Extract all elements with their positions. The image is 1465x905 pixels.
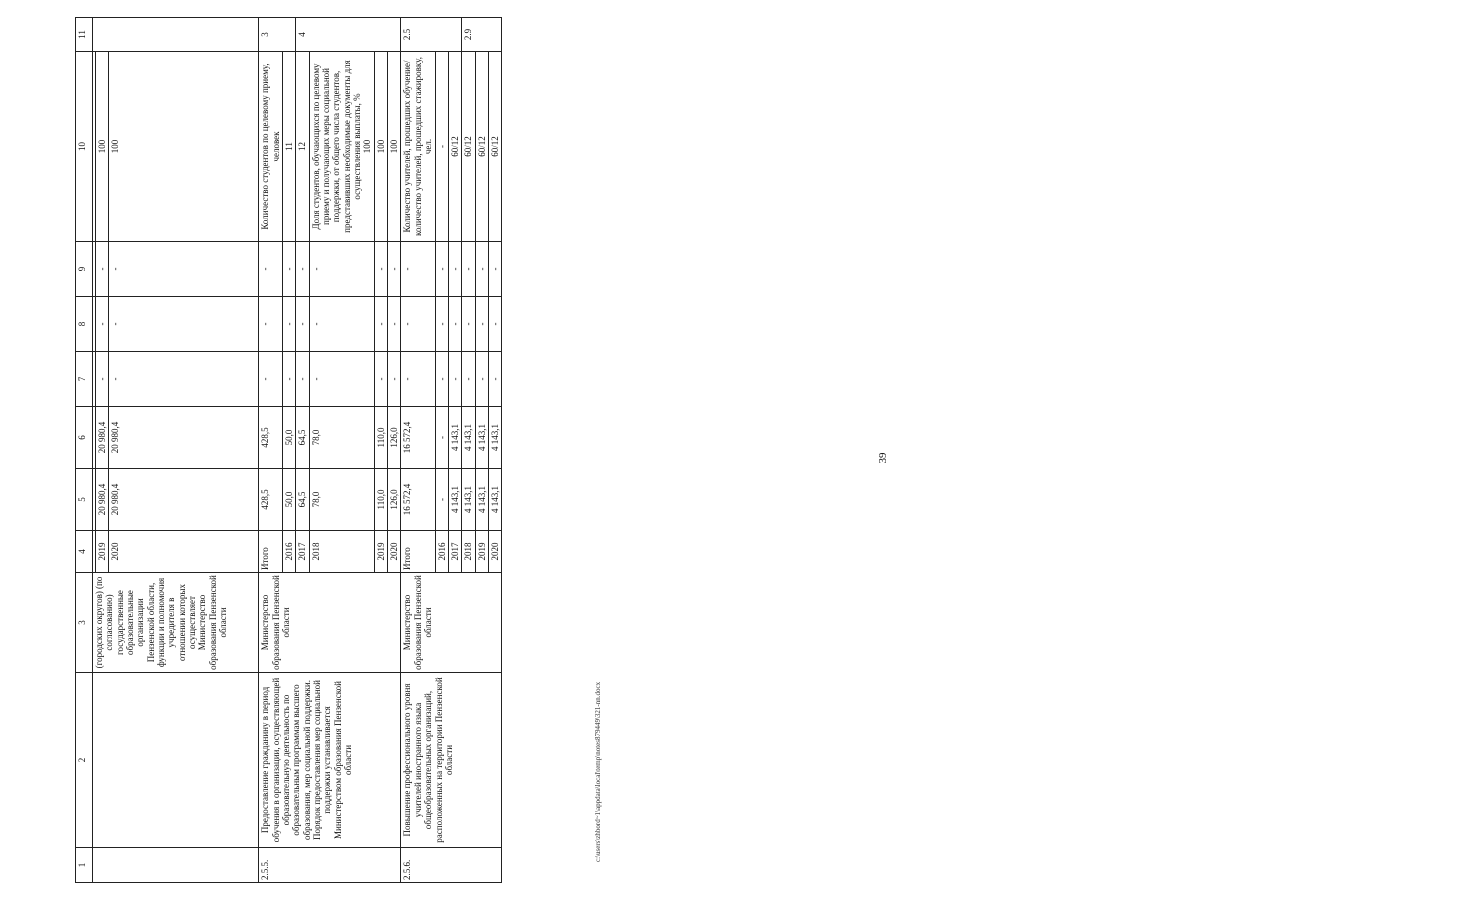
value-cell: - <box>309 242 374 297</box>
value-cell: 4 143,1 <box>448 407 461 469</box>
page-number: 39 <box>877 452 889 464</box>
value-cell: - <box>388 352 401 407</box>
col-num-9: 9 <box>76 242 93 297</box>
indicator-label: Количество учителей, прошедших обучение/количество учителей, прошедших стажировку, чел. <box>401 52 435 242</box>
value-cell: - <box>435 469 448 531</box>
col-num-7: 7 <box>76 352 93 407</box>
indicator-number: 2.9 <box>462 18 502 52</box>
activity-name: Предоставление гражданину в период обучения в организации, осуществляющей образовательную деятельность по образовательным программам высшего образования, мер социальной поддержки. Порядок предоставления мер социальной поддержки устанавливается Министерством образования Пензенской области <box>259 673 401 848</box>
column-number-row <box>76 18 93 883</box>
indicator-number: 3 <box>259 18 296 52</box>
value-cell: 126,0 <box>388 469 401 531</box>
indicator-label: Доля студентов, обучающихся по целевому приему и получающих меры социальной поддержки, от общего числа студентов, представивших необходимые документы для осуществления выплаты, % <box>310 60 363 233</box>
year-cell: 2017 <box>296 531 309 573</box>
value-cell: 126,0 <box>388 407 401 469</box>
col-num-8: 8 <box>76 297 93 352</box>
indicator-value: 60/12 <box>462 52 475 242</box>
value-cell: - <box>401 242 435 297</box>
value-cell: 4 143,1 <box>448 469 461 531</box>
value-cell: 4 143,1 <box>488 469 501 531</box>
indicator-value: 100 <box>109 52 259 242</box>
indicator-value: 100 <box>388 52 401 242</box>
value-cell: 4 143,1 <box>475 469 488 531</box>
year-cell: 2020 <box>109 531 259 573</box>
value-cell: 20 980,4 <box>109 407 259 469</box>
value-cell: 4 143,1 <box>488 407 501 469</box>
value-cell: 4 143,1 <box>462 407 475 469</box>
value-cell: 78,0 <box>309 469 374 531</box>
indicator-value: 60/12 <box>448 52 461 242</box>
col-num-10: 10 <box>76 52 93 242</box>
value-cell: 20 980,4 <box>96 407 109 469</box>
value-cell: - <box>296 297 309 352</box>
value-cell: - <box>435 242 448 297</box>
value-cell: - <box>374 242 387 297</box>
table-wrapper <box>75 18 585 883</box>
value-cell: 4 143,1 <box>475 407 488 469</box>
value-cell: 110,0 <box>374 407 387 469</box>
value-cell: - <box>488 352 501 407</box>
year-cell: 2020 <box>388 531 401 573</box>
item-number: 2.5.5. <box>259 848 401 883</box>
indicator-value: 60/12 <box>475 52 488 242</box>
value-cell: - <box>374 297 387 352</box>
year-cell: 2019 <box>96 531 109 573</box>
value-cell: 110,0 <box>374 469 387 531</box>
value-cell: 428,5 <box>259 407 283 469</box>
indicator-number: 4 <box>296 18 401 52</box>
value-cell: 20 980,4 <box>109 469 259 531</box>
value-cell: - <box>296 352 309 407</box>
value-cell: - <box>109 297 259 352</box>
executor-cell: Министерство образования Пензенской области <box>401 573 502 673</box>
col-num-3: 3 <box>76 573 93 673</box>
col-num-6: 6 <box>76 407 93 469</box>
value-cell: - <box>435 407 448 469</box>
program-activities-table <box>75 17 502 883</box>
value-cell: 50,0 <box>283 407 296 469</box>
indicator-value: 60/12 <box>488 52 501 242</box>
year-cell: Итого <box>259 531 283 573</box>
value-cell: - <box>309 352 374 407</box>
value-cell: - <box>462 242 475 297</box>
col-num-1: 1 <box>76 848 93 883</box>
value-cell: 78,0 <box>309 407 374 469</box>
value-cell: - <box>462 297 475 352</box>
year-cell: 2020 <box>488 531 501 573</box>
value-cell: 20 980,4 <box>96 469 109 531</box>
year-cell: 2016 <box>283 531 296 573</box>
year-cell: 2018 <box>462 531 475 573</box>
indicator-label: Количество студентов по целевому приему, человек <box>259 52 283 242</box>
value-cell: - <box>448 242 461 297</box>
col-num-11: 11 <box>76 18 93 52</box>
value-cell: - <box>488 297 501 352</box>
value-cell: - <box>96 297 109 352</box>
indicator-value: 100 <box>362 139 373 154</box>
value-cell: - <box>283 352 296 407</box>
value-cell: - <box>388 242 401 297</box>
indicator-value: - <box>435 52 448 242</box>
value-cell: 4 143,1 <box>462 469 475 531</box>
value-cell: - <box>488 242 501 297</box>
value-cell: - <box>388 297 401 352</box>
value-cell: - <box>309 297 374 352</box>
value-cell: - <box>96 352 109 407</box>
value-cell: - <box>401 352 435 407</box>
value-cell: - <box>475 352 488 407</box>
year-cell: 2017 <box>448 531 461 573</box>
indicator-number: 2.5 <box>401 18 462 52</box>
value-cell: 16 572,4 <box>401 407 435 469</box>
table-row <box>401 18 435 883</box>
value-cell: - <box>435 297 448 352</box>
year-cell: 2019 <box>475 531 488 573</box>
value-cell: - <box>259 242 283 297</box>
value-cell: - <box>283 242 296 297</box>
value-cell: - <box>475 242 488 297</box>
value-cell: - <box>448 297 461 352</box>
year-cell: 2018 <box>309 531 374 573</box>
table-row <box>259 18 283 883</box>
executor-cell: Министерство образования Пензенской области <box>259 573 401 673</box>
footer-file-path: c:\users\zhbord~1\appdata\local\temp\notes879449\321-nn.docx <box>594 681 602 862</box>
col-num-2: 2 <box>76 673 93 848</box>
value-cell: - <box>462 352 475 407</box>
activity-name: Повышение профессионального уровня учителей иностранного языка общеобразовательных организаций, расположенных на территории Пензенской области <box>401 673 502 848</box>
value-cell: - <box>96 242 109 297</box>
indicator-value: 100 <box>96 52 109 242</box>
indicator-value: 100 <box>374 52 387 242</box>
indicator-value: 11 <box>283 52 296 242</box>
value-cell: - <box>259 297 283 352</box>
value-cell: 428,5 <box>259 469 283 531</box>
value-cell: - <box>435 352 448 407</box>
value-cell: 64,5 <box>296 407 309 469</box>
value-cell: 64,5 <box>296 469 309 531</box>
value-cell: 16 572,4 <box>401 469 435 531</box>
col-num-5: 5 <box>76 469 93 531</box>
executor-cell: (городских округов) (по согласованию) государственные образовательные организации Пензенской области, функции и полномочия учредителя в отношении которых осуществляет Министерство образования Пензенской области <box>93 573 259 673</box>
indicator-value: 12 <box>296 52 309 242</box>
col-num-4: 4 <box>76 531 93 573</box>
value-cell: - <box>475 297 488 352</box>
value-cell: - <box>448 352 461 407</box>
value-cell: - <box>374 352 387 407</box>
value-cell: 50,0 <box>283 469 296 531</box>
value-cell: - <box>401 297 435 352</box>
year-cell: Итого <box>401 531 435 573</box>
year-cell: 2019 <box>374 531 387 573</box>
value-cell: - <box>109 352 259 407</box>
value-cell: - <box>283 297 296 352</box>
value-cell: - <box>109 242 259 297</box>
item-number: 2.5.6. <box>401 848 502 883</box>
value-cell: - <box>296 242 309 297</box>
year-cell: 2016 <box>435 531 448 573</box>
value-cell: - <box>259 352 283 407</box>
